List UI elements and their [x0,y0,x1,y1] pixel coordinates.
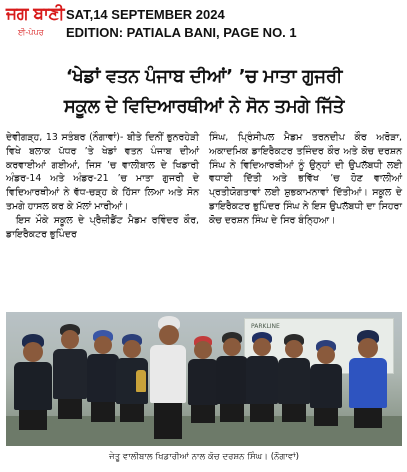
player-figure [276,334,312,446]
team-photo [6,312,402,446]
body-column-right [209,131,402,228]
player-figure [244,332,280,446]
body-column-left [6,131,199,241]
edition-meta [66,6,297,42]
headline-line-2: ਸਕੂਲ ਦੇ ਵਿਦਿਆਰਥੀਆਂ ਨੇ ਸੋਨ ਤਮਗੇ ਜਿੱਤੇ [63,96,345,117]
edition-line: EDITION: PATIALA BANI, PAGE NO. 1 [66,25,297,40]
coach-figure [146,316,190,446]
article-body [6,131,402,259]
player-figure [114,334,150,446]
body-paragraph: ਦੇਵੀਗੜ੍ਹ, 13 ਸਤੰਬਰ (ਨੌਗਾਵਾਂ)- ਬੀਤੇ ਦਿਨੀਂ ਭੁਨਰਹੇੜੀ ਵਿਖੇ ਬਲਾਕ ਪੱਧਰ ’ਤੇ ਖੇਡਾਂ ਵਤਨ ਪੰਜਾਬ ਦੀਆਂ ਕਰਵਾਈਆਂ ਗਈਆਂ, ਜਿਸ ’ਚ ਵਾਲੀਬਾਲ ਦੇ ਖਿਡਾਰੀ ਅੰਡਰ-14 ਅਤੇ ਅੰਡਰ-21 ’ਚ ਮਾਤਾ ਗੁਜਰੀ ਦੇ ਵਿਦਿਆਰਥੀਆਂ ਨੇ ਵੱਧ-ਚੜ੍ਹ ਕੇ ਹਿੱਸਾ ਲਿਆ ਅਤੇ ਸੋਨ ਤਮਗੇ ਹਾਸਲ ਕਰ ਕੇ ਮੱਲਾਂ ਮਾਰੀਆਂ। [6,132,199,212]
body-paragraph: ਇਸ ਮੌਕੇ ਸਕੂਲ ਦੇ ਪ੍ਰੈਜ਼ੀਡੈਂਟ ਮੈਡਮ ਰਵਿੰਦਰ ਕੌਰ, ਡਾਇਰੈਕਟਰ ਭੁਪਿੰਦਰ [6,214,199,240]
photo-caption: ਜੇਤੂ ਵਾਲੀਬਾਲ ਖਿਡਾਰੀਆਂ ਨਾਲ ਕੋਚ ਦਰਸ਼ਨ ਸਿੰਘ। (ਨੌਗਾਵਾਂ) [108,452,300,462]
date-line: SAT,14 SEPTEMBER 2024 [66,7,225,22]
article-headline [6,62,402,122]
logo-text: ਜਗ ਬਾਣੀ [6,4,65,24]
jagbani-logo[interactable] [6,4,65,44]
trophy-icon [136,370,146,392]
player-figure [346,330,390,446]
player-figure [308,340,344,446]
body-paragraph: ਸਿੰਘ, ਪ੍ਰਿੰਸੀਪਲ ਮੈਡਮ ਤਰਨਦੀਪ ਕੌਰ ਅਰੋੜਾ, ਅਕਾਦਮਿਕ ਡਾਇਰੈਕਟਰ ਤਜਿੰਦਰ ਕੌਰ ਅਤੇ ਕੋਚ ਦਰਸ਼ਨ ਸਿੰਘ ਨੇ ਵਿਦਿਆਰਥੀਆਂ ਨੂੰ ਉਨ੍ਹਾਂ ਦੀ ਉਪਲੱਬਧੀ ਲਈ ਵਧਾਈ ਦਿੱਤੀ ਅਤੇ ਭਵਿੱਖ ’ਚ ਹੋਣ ਵਾਲੀਆਂ ਪ੍ਰਤੀਯੋਗਤਾਵਾਂ ਲਈ ਸ਼ੁਭਕਾਮਨਾਵਾਂ ਦਿੱਤੀਆਂ। ਸਕੂਲ ਦੇ ਡਾਇਰੈਕਟਰ ਭੁਪਿੰਦਰ ਸਿੰਘ ਨੇ ਇਸ ਉਪਲੱਬਧੀ ਦਾ ਸਿਹਰਾ ਕੋਚ ਦਰਸ਼ਨ ਸਿੰਘ ਦੇ ਸਿਰ ਬੰਨ੍ਹਿਆ। [209,132,402,226]
headline-line-1: ‘ਖੇਡਾਂ ਵਤਨ ਪੰਜਾਬ ਦੀਆਂ’ ’ਚ ਮਾਤਾ ਗੁਜਰੀ [65,66,343,87]
banner-text: PARKLINE [251,323,280,330]
logo-subtext: ਈ-ਪੇਪਰ [18,28,44,37]
masthead [0,0,407,46]
